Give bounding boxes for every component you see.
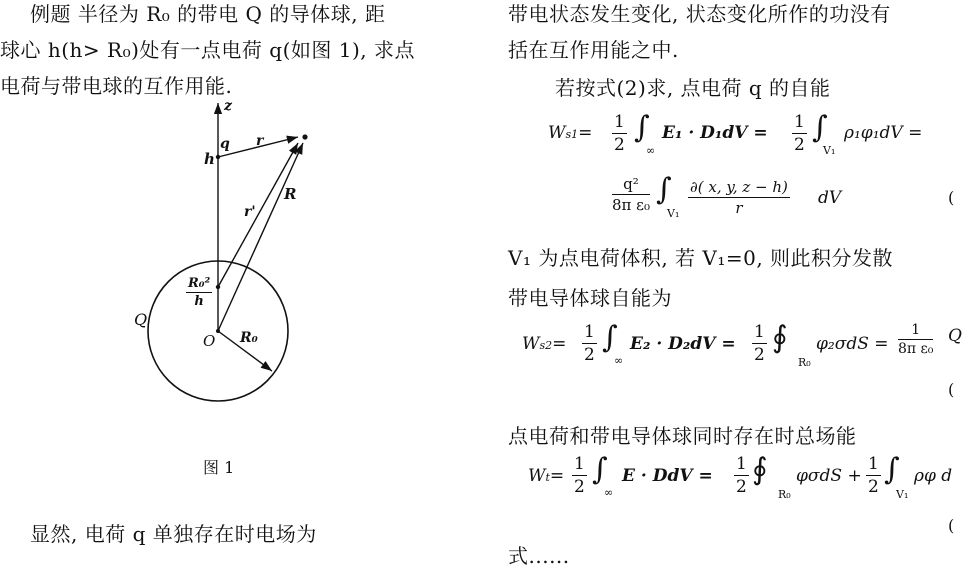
eq3-w: W [528,466,546,486]
eq2-lhs: Ws2= [522,334,567,354]
eq3-half-3-den: 2 [868,477,879,497]
eq1b-fraction [688,178,790,217]
eq3-integral-3: ∫ [884,452,900,487]
right-para-line-2: 括在互作用能之中. [508,38,679,62]
eq1-half-1-num: 1 [614,112,625,132]
eq2-half-1-num: 1 [584,322,595,342]
eq3-number-mark: ( [948,516,955,535]
eq2-mid: E₂ · D₂dV = [630,334,736,354]
right-bottom-cut-line: 式...... [508,544,570,568]
eq1-integral-2: ∫ [812,110,828,145]
right-para-line-6: 点电荷和带电导体球同时存在时总场能 [508,424,857,448]
eq3-half-1 [572,454,587,497]
eq2-w: W [522,334,540,354]
eq1-number-mark: ( [948,188,955,207]
left-para-line-1: 例题 半径为 R₀ 的带电 Q 的导体球, 距 [30,2,386,26]
eq2-half-2 [752,322,767,365]
eq3-int3-sub: V₁ [896,488,909,501]
label-Q: Q [134,310,148,329]
eq3-w-sub: t [545,471,550,484]
label-q: q [220,136,230,152]
eq3-int1-sub: ∞ [604,486,614,499]
eq1-w: W [548,123,566,143]
eq3-half-3-num: 1 [868,454,879,474]
eq3-half-2 [734,454,749,497]
eq1b-coef [612,175,650,214]
eq1-int2-sub: V₁ [823,144,836,157]
eq1-integral-1: ∫ [634,110,650,145]
label-h-denominator: h [194,294,204,309]
label-r: r [256,133,264,149]
eq1b-integral: ∫ [656,172,672,207]
eq2-fraction [898,322,933,357]
right-para-line-4: V₁ 为点电荷体积, 若 V₁=0, 则此积分发散 [508,246,894,270]
eq3-a: φσdS + [796,466,862,486]
eq2-half-2-num: 1 [754,322,765,342]
eq2-int2-sub: R₀ [798,356,811,369]
eq1-half-2 [792,112,807,155]
eq1-mid: E₁ · D₁dV = [662,123,768,143]
figure-caption: 图 1 [203,458,235,477]
eq3-half-2-den: 2 [736,477,747,497]
vector-R [218,143,303,331]
label-R0: R₀ [240,330,258,346]
label-r-prime: r' [244,204,256,220]
vector-r-prime [218,143,298,287]
eq3-half-1-num: 1 [574,454,585,474]
eq2-frac-den: 8π ε₀ [898,341,934,357]
eq2-contour-integral: ∮ [772,320,788,355]
eq1-tail: ρ₁φ₁dV = [844,123,923,143]
label-R: R [284,185,297,203]
eq2-frac-num: 1 [898,322,933,340]
eq2-int1-sub: ∞ [614,354,624,367]
right-para-line-1: 带电状态发生变化, 状态变化所作的功没有 [508,2,891,26]
right-para-line-5: 带电导体球自能为 [508,286,672,310]
eq3-contour-integral: ∮ [752,452,768,487]
eq2-integral-1: ∫ [602,320,618,355]
eq3-integral-1: ∫ [592,452,608,487]
eq1b-frac-den: r [735,199,743,217]
eq2-half-2-den: 2 [754,345,765,365]
eq1-half-2-den: 2 [794,135,805,155]
eq3-half-3 [866,454,881,497]
eq1-lhs: Ws1= [548,123,593,143]
eq2-half-1-den: 2 [584,345,595,365]
eq2-half-1 [582,322,597,365]
eq3-half-1-den: 2 [574,477,585,497]
eq3-mid: E · DdV = [622,466,713,486]
eq3-lhs: Wt= [528,466,565,486]
eq2-tail: φ₂σdS = [816,334,889,354]
eq3-b: ρφ d [914,466,953,486]
right-para-line-3: 若按式(2)求, 点电荷 q 的自能 [555,76,831,100]
eq1b-int-sub: V₁ [667,207,680,220]
eq3-half-2-num: 1 [736,454,747,474]
field-point [302,134,307,139]
left-para-line-3: 电荷与带电球的互作用能. [0,74,233,98]
eq1-w-sub: s1 [565,128,579,141]
eq1b-frac-num: ∂( x, y, z − h) [690,178,788,196]
eq3-int2-sub: R₀ [778,488,791,501]
left-bottom-line: 显然, 电荷 q 单独存在时电场为 [30,522,317,546]
label-O: O [203,332,216,350]
eq2-cut-q: Q [948,326,962,346]
label-h: h [204,150,215,168]
eq2-number-mark: ( [948,380,955,399]
label-R0sq-over-h [186,276,212,309]
eq1b-tail: dV [818,188,842,208]
figure-1-diagram [120,95,340,425]
eq1-half-1-den: 2 [614,135,625,155]
eq1b-coef-num: q² [612,175,650,195]
label-z: z [224,98,232,114]
eq1-half-2-num: 1 [794,112,805,132]
eq1b-coef-den: 8π ε₀ [612,196,650,214]
eq2-w-sub: s2 [539,339,553,352]
image-charge-point [216,285,220,289]
point-charge-h [216,155,220,159]
eq1-int1-sub: ∞ [646,144,656,157]
eq1-half-1 [612,112,627,155]
label-R0sq: R₀² [188,276,211,291]
left-para-line-2: 球心 h(h> R₀)处有一点电荷 q(如图 1), 求点 [0,38,415,62]
origin-point [216,329,220,333]
